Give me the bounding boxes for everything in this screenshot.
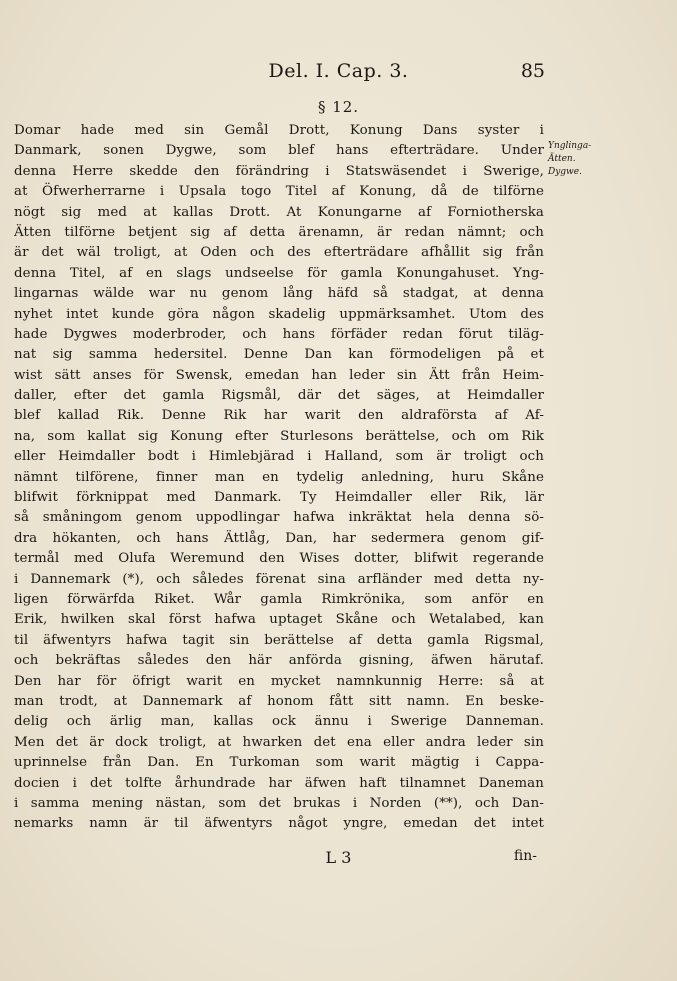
- text-line: dra hökanten, och hans Ättlåg, Dan, har sedermera genom gif-: [14, 530, 544, 546]
- text-line: lingarnas wälde war nu genom lång häfd så stadgat, at denna: [14, 286, 544, 302]
- page-number: 85: [520, 60, 545, 82]
- text-line: delig och ärlig man, kallas ock ännu i Swerige Danneman.: [14, 714, 544, 730]
- text-line: Erik, hwilken skal först hafwa uptaget Skåne och Wetalabed, kan: [14, 612, 544, 628]
- text-line: Domar hade med sin Gemål Drott, Konung Dans syster i: [14, 123, 544, 138]
- text-line: i samma mening nästan, som det brukas i Norden (**), och Dan-: [14, 795, 544, 811]
- text-line: daller, efter det gamla Rigsmål, där det säges, at Heimdaller: [14, 388, 544, 404]
- text-line: denna Herre skedde den förändring i Statswäsendet i Swerige,: [14, 163, 544, 179]
- margin-note-line: Ynglinga-: [548, 141, 592, 151]
- text-line: Men det är dock troligt, at hwarken det ena eller andra leder sin: [14, 734, 544, 750]
- text-line: termål med Olufa Weremund den Wises dotter, blifwit regerande: [14, 551, 544, 567]
- text-line: är det wäl troligt, at Oden och des efterträdare afhållit sig från: [14, 245, 544, 261]
- text-line: Den har för öfrigt warit en mycket namnkunnig Herre: så at: [14, 673, 544, 689]
- margin-note-line: Ätten.: [548, 154, 576, 164]
- text-line: blef kallad Rik. Denne Rik har warit den aldraförsta af Af-: [14, 408, 544, 424]
- catchword: fin-: [513, 848, 537, 864]
- text-line: nyhet intet kunde göra någon skadelig uppmärksamhet. Utom des: [14, 306, 544, 322]
- text-line: nat sig samma hedersitel. Denne Dan kan förmodeligen på et: [14, 347, 544, 363]
- text-line: ligen förwärfda Riket. Wår gamla Rimkrönika, som anför en: [14, 591, 544, 607]
- margin-note: [548, 140, 658, 179]
- text-line: så småningom genom uppodlingar hafwa inkräktat hela denna sö-: [14, 510, 544, 526]
- text-line: hade Dygwes moderbroder, och hans förfäder redan förut tiläg-: [14, 326, 544, 342]
- running-head: Del. I. Cap. 3.: [268, 60, 409, 82]
- page-header: [0, 60, 677, 88]
- text-line: nämnt tilförene, finner man en tydelig anledning, huru Skåne: [14, 469, 544, 485]
- text-line: til äfwentyrs hafwa tagit sin berättelse af detta gamla Rigsmal,: [14, 632, 544, 648]
- text-line: nögt sig med at kallas Drott. At Konungarne af Forniotherska: [14, 204, 544, 220]
- text-line: i Dannemark (*), och således förenat sina arfländer med detta ny-: [14, 571, 544, 587]
- text-line: docien i det tolfte århundrade har äfwen haft tilnamnet Daneman: [14, 775, 544, 791]
- text-line: Danmark, sonen Dygwe, som blef hans efterträdare. Under: [14, 143, 544, 159]
- text-line: blifwit förknippat med Danmark. Ty Heimdaller eller Rik, lär: [14, 490, 544, 506]
- text-line: wist sätt anses för Swensk, emedan han leder sin Ätt från Heim-: [14, 367, 544, 383]
- text-line: nemarks namn är til äfwentyrs något yngre, emedan det intet: [14, 816, 544, 832]
- text-line: na, som kallat sig Konung efter Sturlesons berättelse, och om Rik: [14, 428, 544, 444]
- text-line: man trodt, at Dannemark af honom fått sitt namn. En beske-: [14, 693, 544, 709]
- text-line: denna Titel, af en slags undseelse för gamla Konungahuset. Yng-: [14, 265, 544, 281]
- section-heading: § 12.: [317, 98, 360, 116]
- page-footer: [0, 848, 677, 872]
- text-line: och bekräftas således den här anförda gisning, äfwen härutaf.: [14, 653, 544, 669]
- text-line: eller Heimdaller bodt i Himlebjärad i Halland, som är troligt och: [14, 449, 544, 465]
- body-text: [14, 121, 544, 835]
- text-line: at Öfwerherrarne i Upsala togo Titel af Konung, då de tilförne: [14, 184, 544, 200]
- signature-mark: L 3: [325, 848, 352, 867]
- margin-note-line: Dygwe.: [548, 167, 582, 177]
- text-line: uprinnelse från Dan. En Turkoman som warit mägtig i Cappa-: [14, 755, 544, 771]
- text-line: Ätten tilförne betjent sig af detta ärenamn, är redan nämnt; och: [14, 224, 544, 240]
